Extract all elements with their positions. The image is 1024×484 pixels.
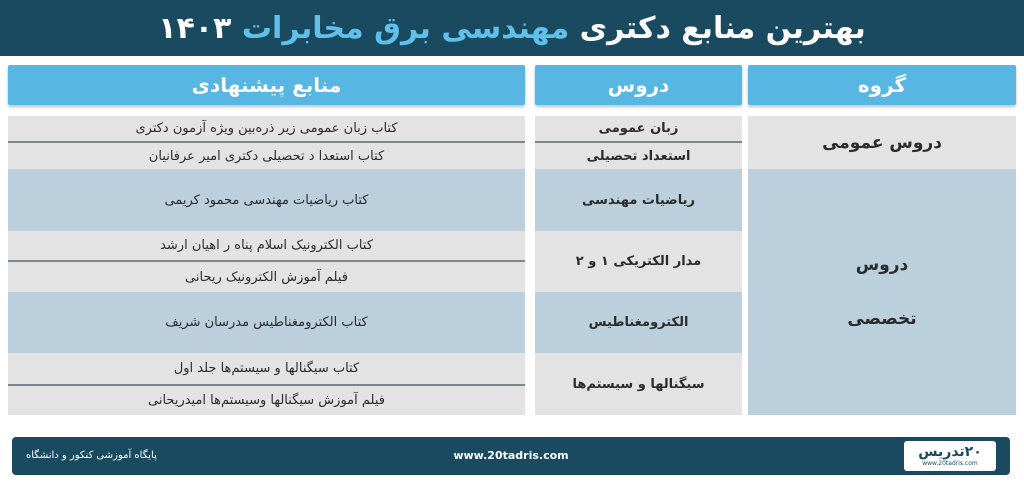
course-row: سیگنالها و سیستم‌ها xyxy=(535,353,742,415)
header-group: گروه xyxy=(748,65,1016,105)
brand-logo xyxy=(904,441,996,471)
resource-row: کتاب سیگنالها و سیستم‌ها جلد اول xyxy=(8,353,525,384)
header-courses: دروس xyxy=(535,65,742,105)
course-row: الکترومغناطیس xyxy=(535,292,742,353)
footer-website-link[interactable]: www.20tadris.com xyxy=(453,449,569,462)
course-row: ریاضیات مهندسی xyxy=(535,169,742,231)
resource-row: کتاب الکترونیک اسلام پناه ر اهیان ارشد xyxy=(8,231,525,260)
resource-row: کتاب زبان عمومی زیر ذره‌بین ویژه آزمون دکتری xyxy=(8,116,525,141)
group-specialized-line-1: دروس xyxy=(855,255,909,275)
course-row: استعداد تحصیلی xyxy=(535,143,742,169)
resource-row: کتاب ریاضیات مهندسی محمود کریمی xyxy=(8,169,525,231)
footer-tagline: پایگاه آموزشی کنکور و دانشگاه xyxy=(26,450,157,461)
course-row: مدار الکتریکی ۱ و ۲ xyxy=(535,231,742,292)
group-specialized-line-2: تخصصی xyxy=(847,309,917,329)
resource-row: فیلم آموزش الکترونیک ریحانی xyxy=(8,262,525,292)
course-row: زبان عمومی xyxy=(535,116,742,141)
title-bar xyxy=(0,0,1024,56)
group-general: دروس عمومی xyxy=(748,116,1016,169)
title-part-1: بهترین منابع دکتری xyxy=(579,10,866,46)
page-title xyxy=(158,11,866,46)
resource-row: کتاب الکترومغناطیس مدرسان شریف xyxy=(8,292,525,353)
logo-subtext: www.20tadris.com xyxy=(922,460,978,467)
title-part-2: مهندسی برق مخابرات xyxy=(241,10,570,46)
title-year: ۱۴۰۳ xyxy=(158,10,232,46)
resource-row: فیلم آموزش سیگنالها وسیستم‌ها امیدریحانی xyxy=(8,386,525,415)
header-resources: منابع پیشنهادی xyxy=(8,65,525,105)
logo-text: ۲۰تدریس xyxy=(918,444,982,460)
resource-row: کتاب استعدا د تحصیلی دکتری امیر عرفانیان xyxy=(8,143,525,169)
group-specialized xyxy=(748,169,1016,415)
footer-bar xyxy=(12,437,1010,475)
